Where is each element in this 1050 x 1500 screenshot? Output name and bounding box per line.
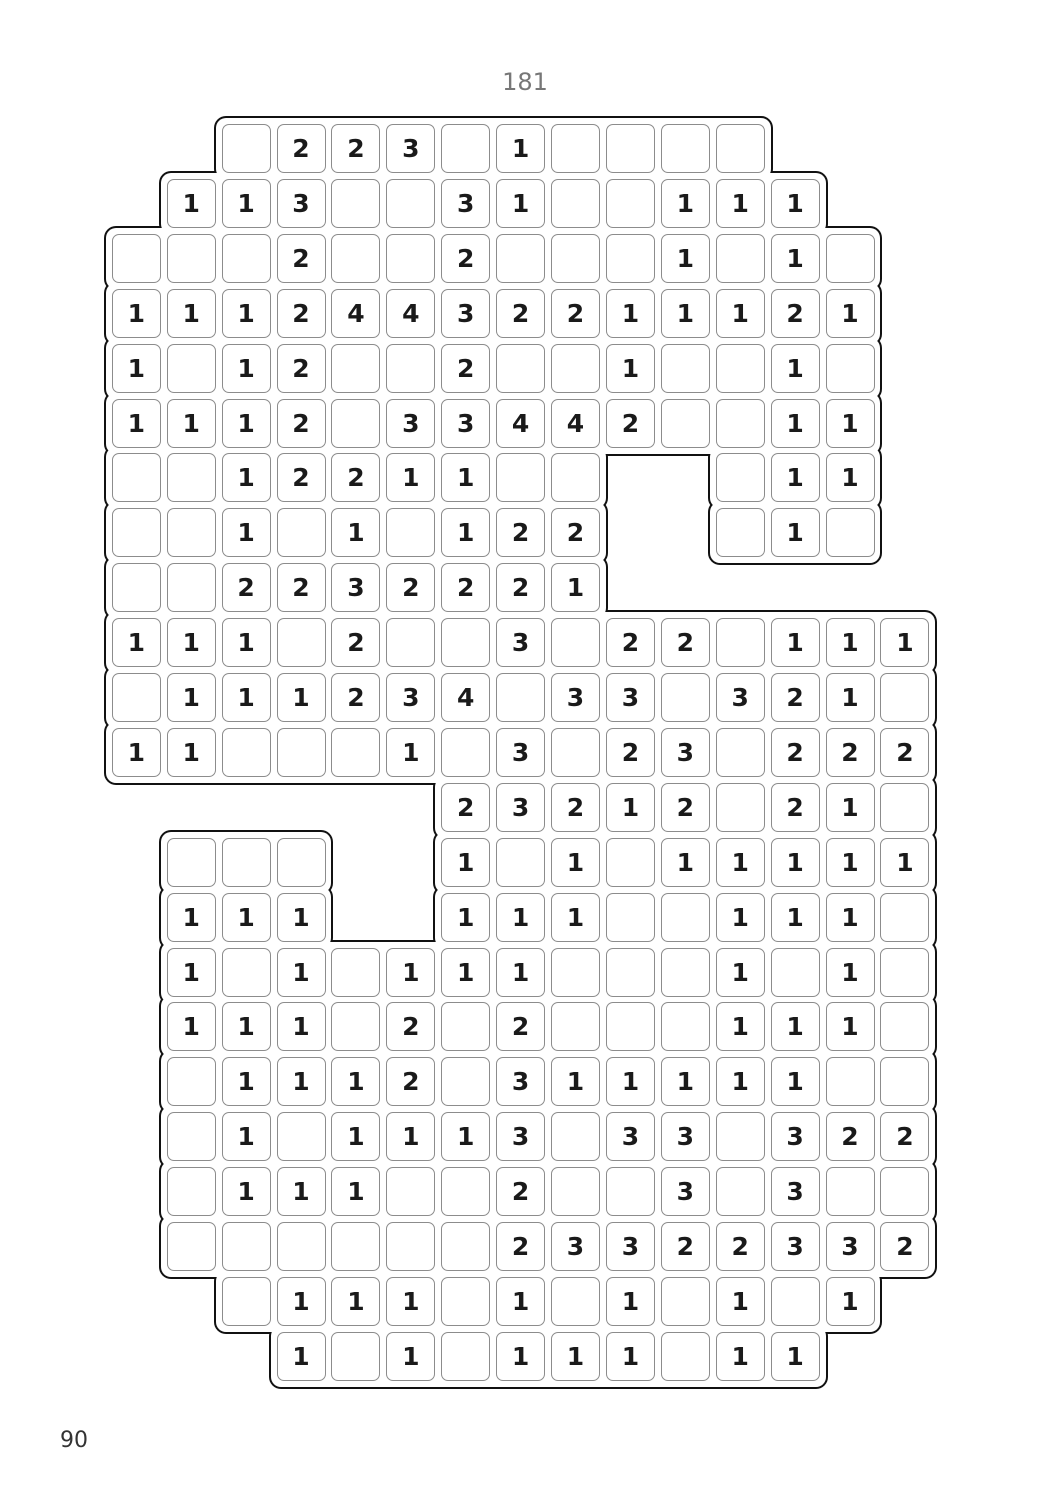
grid-cell[interactable]: 1: [826, 1002, 875, 1051]
grid-cell[interactable]: [606, 124, 655, 173]
grid-cell[interactable]: 2: [661, 783, 710, 832]
grid-cell[interactable]: 2: [771, 289, 820, 338]
grid-cell[interactable]: [496, 673, 545, 722]
grid-cell[interactable]: [331, 1002, 380, 1051]
grid-cell[interactable]: [441, 1277, 490, 1326]
grid-cell[interactable]: 2: [386, 1002, 435, 1051]
grid-cell[interactable]: 1: [496, 893, 545, 942]
grid-cell[interactable]: [496, 453, 545, 502]
grid-cell[interactable]: [331, 1332, 380, 1381]
grid-cell[interactable]: 1: [606, 783, 655, 832]
grid-cell[interactable]: 2: [331, 673, 380, 722]
grid-cell[interactable]: 1: [496, 124, 545, 173]
grid-cell[interactable]: 1: [826, 289, 875, 338]
grid-cell[interactable]: 1: [826, 618, 875, 667]
grid-cell[interactable]: 1: [167, 1002, 216, 1051]
grid-cell[interactable]: 4: [551, 399, 600, 448]
grid-cell[interactable]: 3: [826, 1222, 875, 1271]
grid-cell[interactable]: [826, 344, 875, 393]
grid-cell[interactable]: 1: [386, 453, 435, 502]
grid-cell[interactable]: [167, 344, 216, 393]
grid-cell[interactable]: 1: [716, 1332, 765, 1381]
grid-cell[interactable]: [716, 124, 765, 173]
grid-cell[interactable]: [826, 1057, 875, 1106]
grid-cell[interactable]: 1: [826, 948, 875, 997]
grid-cell[interactable]: [167, 1222, 216, 1271]
grid-cell[interactable]: 2: [496, 1002, 545, 1051]
grid-cell[interactable]: 3: [277, 179, 326, 228]
grid-cell[interactable]: 1: [661, 234, 710, 283]
grid-cell[interactable]: 1: [880, 618, 929, 667]
grid-cell[interactable]: 1: [826, 399, 875, 448]
grid-cell[interactable]: 1: [826, 453, 875, 502]
grid-cell[interactable]: 1: [277, 1167, 326, 1216]
grid-cell[interactable]: 1: [661, 289, 710, 338]
grid-cell[interactable]: [386, 508, 435, 557]
grid-cell[interactable]: 1: [441, 893, 490, 942]
grid-cell[interactable]: 3: [496, 618, 545, 667]
grid-cell[interactable]: 1: [606, 289, 655, 338]
grid-cell[interactable]: 1: [441, 838, 490, 887]
grid-cell[interactable]: 1: [222, 1002, 271, 1051]
grid-cell[interactable]: 1: [826, 893, 875, 942]
grid-cell[interactable]: [331, 234, 380, 283]
grid-cell[interactable]: [551, 728, 600, 777]
grid-cell[interactable]: 2: [331, 453, 380, 502]
grid-cell[interactable]: [167, 563, 216, 612]
grid-cell[interactable]: [716, 453, 765, 502]
grid-cell[interactable]: 1: [606, 1332, 655, 1381]
grid-cell[interactable]: 2: [496, 289, 545, 338]
grid-cell[interactable]: 2: [441, 344, 490, 393]
grid-cell[interactable]: [112, 234, 161, 283]
grid-cell[interactable]: [222, 1222, 271, 1271]
grid-cell[interactable]: 1: [606, 1057, 655, 1106]
grid-cell[interactable]: [496, 838, 545, 887]
grid-cell[interactable]: [606, 234, 655, 283]
grid-cell[interactable]: 1: [112, 728, 161, 777]
grid-cell[interactable]: [826, 234, 875, 283]
grid-cell[interactable]: 3: [441, 179, 490, 228]
grid-cell[interactable]: [167, 234, 216, 283]
grid-cell[interactable]: 3: [551, 673, 600, 722]
grid-cell[interactable]: 3: [551, 1222, 600, 1271]
grid-cell[interactable]: [551, 179, 600, 228]
grid-cell[interactable]: [716, 344, 765, 393]
grid-cell[interactable]: [551, 948, 600, 997]
grid-cell[interactable]: 2: [441, 234, 490, 283]
grid-cell[interactable]: [826, 508, 875, 557]
grid-cell[interactable]: [167, 1057, 216, 1106]
grid-cell[interactable]: 1: [222, 289, 271, 338]
grid-cell[interactable]: 1: [277, 948, 326, 997]
grid-cell[interactable]: [551, 618, 600, 667]
grid-cell[interactable]: 2: [606, 399, 655, 448]
grid-cell[interactable]: 4: [441, 673, 490, 722]
grid-cell[interactable]: 1: [826, 1277, 875, 1326]
grid-cell[interactable]: [441, 124, 490, 173]
grid-cell[interactable]: 2: [277, 453, 326, 502]
grid-cell[interactable]: 1: [222, 508, 271, 557]
grid-cell[interactable]: 1: [167, 618, 216, 667]
grid-cell[interactable]: 1: [716, 1002, 765, 1051]
grid-cell[interactable]: [551, 453, 600, 502]
grid-cell[interactable]: [716, 508, 765, 557]
grid-cell[interactable]: 2: [277, 289, 326, 338]
grid-cell[interactable]: 2: [880, 728, 929, 777]
grid-cell[interactable]: [661, 399, 710, 448]
grid-cell[interactable]: 1: [771, 399, 820, 448]
grid-cell[interactable]: [716, 783, 765, 832]
grid-cell[interactable]: 1: [716, 1057, 765, 1106]
grid-cell[interactable]: [331, 344, 380, 393]
grid-cell[interactable]: 2: [222, 563, 271, 612]
grid-cell[interactable]: 1: [167, 179, 216, 228]
grid-cell[interactable]: 3: [606, 1222, 655, 1271]
grid-cell[interactable]: 4: [496, 399, 545, 448]
grid-cell[interactable]: 2: [441, 563, 490, 612]
grid-cell[interactable]: 2: [496, 508, 545, 557]
grid-cell[interactable]: 1: [826, 838, 875, 887]
grid-cell[interactable]: 2: [716, 1222, 765, 1271]
grid-cell[interactable]: 1: [606, 344, 655, 393]
grid-cell[interactable]: 1: [551, 838, 600, 887]
grid-cell[interactable]: [386, 1167, 435, 1216]
grid-cell[interactable]: 2: [880, 1222, 929, 1271]
grid-cell[interactable]: 1: [222, 1167, 271, 1216]
grid-cell[interactable]: [167, 508, 216, 557]
grid-cell[interactable]: 3: [661, 1112, 710, 1161]
grid-cell[interactable]: [826, 1167, 875, 1216]
grid-cell[interactable]: [551, 1002, 600, 1051]
grid-cell[interactable]: 1: [112, 289, 161, 338]
grid-cell[interactable]: 1: [661, 179, 710, 228]
grid-cell[interactable]: [277, 1112, 326, 1161]
grid-cell[interactable]: 1: [551, 893, 600, 942]
grid-cell[interactable]: [551, 1277, 600, 1326]
grid-cell[interactable]: [386, 179, 435, 228]
grid-cell[interactable]: 1: [606, 1277, 655, 1326]
grid-cell[interactable]: 1: [496, 179, 545, 228]
grid-cell[interactable]: [716, 234, 765, 283]
grid-cell[interactable]: 2: [661, 1222, 710, 1271]
grid-cell[interactable]: 1: [551, 1057, 600, 1106]
grid-cell[interactable]: [716, 1112, 765, 1161]
grid-cell[interactable]: 3: [441, 399, 490, 448]
grid-cell[interactable]: [222, 838, 271, 887]
grid-cell[interactable]: [661, 948, 710, 997]
grid-cell[interactable]: [661, 1332, 710, 1381]
grid-cell[interactable]: 2: [771, 783, 820, 832]
grid-cell[interactable]: 1: [222, 1112, 271, 1161]
grid-cell[interactable]: [661, 1002, 710, 1051]
grid-cell[interactable]: 1: [771, 1002, 820, 1051]
grid-cell[interactable]: 1: [331, 508, 380, 557]
grid-cell[interactable]: [551, 344, 600, 393]
grid-cell[interactable]: [331, 728, 380, 777]
grid-cell[interactable]: [222, 1277, 271, 1326]
grid-cell[interactable]: [167, 1112, 216, 1161]
grid-cell[interactable]: [771, 1277, 820, 1326]
grid-cell[interactable]: 1: [167, 893, 216, 942]
grid-cell[interactable]: [496, 234, 545, 283]
page-number: 90: [60, 1428, 88, 1453]
grid-cell[interactable]: 1: [716, 289, 765, 338]
grid-cell[interactable]: 1: [771, 618, 820, 667]
grid-cell[interactable]: [112, 453, 161, 502]
grid-cell[interactable]: 3: [496, 1057, 545, 1106]
grid-cell[interactable]: 1: [441, 1112, 490, 1161]
grid-cell[interactable]: 1: [112, 618, 161, 667]
grid-cell[interactable]: 1: [222, 179, 271, 228]
grid-cell[interactable]: 1: [331, 1277, 380, 1326]
grid-cell[interactable]: [277, 728, 326, 777]
grid-cell[interactable]: 3: [331, 563, 380, 612]
grid-cell[interactable]: 1: [386, 728, 435, 777]
grid-cell[interactable]: 1: [386, 1277, 435, 1326]
grid-cell[interactable]: [606, 838, 655, 887]
grid-cell[interactable]: [880, 1002, 929, 1051]
grid-cell[interactable]: 1: [771, 838, 820, 887]
grid-cell[interactable]: 1: [222, 1057, 271, 1106]
grid-cell[interactable]: 2: [277, 399, 326, 448]
grid-cell[interactable]: 1: [277, 673, 326, 722]
grid-cell[interactable]: 1: [331, 1057, 380, 1106]
grid-cell[interactable]: 2: [771, 728, 820, 777]
grid-cell[interactable]: 1: [826, 673, 875, 722]
grid-cell[interactable]: [222, 124, 271, 173]
grid-cell[interactable]: 1: [277, 1277, 326, 1326]
grid-cell[interactable]: 3: [441, 289, 490, 338]
grid-cell[interactable]: [441, 618, 490, 667]
grid-cell[interactable]: 3: [496, 728, 545, 777]
grid-cell[interactable]: 1: [496, 1277, 545, 1326]
grid-cell[interactable]: 2: [277, 563, 326, 612]
grid-cell[interactable]: [222, 728, 271, 777]
grid-cell[interactable]: 1: [441, 453, 490, 502]
grid-cell[interactable]: 1: [716, 179, 765, 228]
grid-cell[interactable]: [661, 344, 710, 393]
grid-cell[interactable]: 1: [880, 838, 929, 887]
grid-cell[interactable]: 1: [167, 399, 216, 448]
grid-cell[interactable]: [606, 948, 655, 997]
grid-cell[interactable]: 2: [386, 1057, 435, 1106]
grid-cell[interactable]: [277, 508, 326, 557]
grid-cell[interactable]: 3: [771, 1112, 820, 1161]
grid-cell[interactable]: 3: [386, 124, 435, 173]
grid-cell[interactable]: [331, 948, 380, 997]
grid-cell[interactable]: 1: [167, 673, 216, 722]
grid-cell[interactable]: [112, 563, 161, 612]
grid-cell[interactable]: [496, 344, 545, 393]
grid-cell[interactable]: 1: [386, 1112, 435, 1161]
grid-cell[interactable]: [606, 1167, 655, 1216]
grid-cell[interactable]: 1: [551, 563, 600, 612]
grid-cell[interactable]: [716, 1167, 765, 1216]
grid-cell[interactable]: 2: [496, 1167, 545, 1216]
grid-cell[interactable]: 1: [222, 673, 271, 722]
grid-cell[interactable]: 3: [716, 673, 765, 722]
grid-cell[interactable]: 1: [441, 948, 490, 997]
grid-cell[interactable]: 2: [551, 289, 600, 338]
grid-cell[interactable]: 1: [112, 344, 161, 393]
grid-cell[interactable]: 1: [771, 453, 820, 502]
grid-cell[interactable]: 1: [441, 508, 490, 557]
grid-cell[interactable]: 1: [771, 508, 820, 557]
grid-cell[interactable]: [551, 234, 600, 283]
grid-cell[interactable]: 1: [771, 1332, 820, 1381]
grid-cell[interactable]: 1: [496, 948, 545, 997]
grid-cell[interactable]: 3: [771, 1167, 820, 1216]
grid-cell[interactable]: 1: [386, 948, 435, 997]
grid-cell[interactable]: 1: [277, 1057, 326, 1106]
grid-cell[interactable]: 2: [277, 234, 326, 283]
grid-cell[interactable]: 3: [771, 1222, 820, 1271]
grid-cell[interactable]: [222, 234, 271, 283]
grid-cell[interactable]: 3: [386, 673, 435, 722]
grid-cell[interactable]: 1: [167, 948, 216, 997]
grid-cell[interactable]: 3: [606, 1112, 655, 1161]
grid-cell[interactable]: [606, 893, 655, 942]
grid-cell[interactable]: 3: [661, 728, 710, 777]
grid-cell[interactable]: 1: [277, 1002, 326, 1051]
grid-cell[interactable]: 1: [771, 234, 820, 283]
grid-cell[interactable]: 2: [551, 783, 600, 832]
grid-cell[interactable]: [167, 838, 216, 887]
grid-cell[interactable]: 2: [771, 673, 820, 722]
grid-cell[interactable]: [771, 948, 820, 997]
grid-cell[interactable]: 1: [167, 289, 216, 338]
grid-cell[interactable]: 3: [661, 1167, 710, 1216]
grid-cell[interactable]: 4: [386, 289, 435, 338]
grid-cell[interactable]: 2: [551, 508, 600, 557]
grid-cell[interactable]: [331, 399, 380, 448]
grid-cell[interactable]: [441, 1057, 490, 1106]
grid-cell[interactable]: [386, 1222, 435, 1271]
grid-cell[interactable]: [551, 1167, 600, 1216]
grid-cell[interactable]: 2: [496, 1222, 545, 1271]
grid-cell[interactable]: 2: [880, 1112, 929, 1161]
grid-cell[interactable]: 1: [716, 1277, 765, 1326]
grid-cell[interactable]: 2: [496, 563, 545, 612]
grid-cell[interactable]: [277, 838, 326, 887]
grid-cell[interactable]: [331, 179, 380, 228]
grid-cell[interactable]: 1: [277, 1332, 326, 1381]
grid-cell[interactable]: 2: [606, 618, 655, 667]
grid-cell[interactable]: 1: [551, 1332, 600, 1381]
grid-cell[interactable]: [331, 1222, 380, 1271]
grid-cell[interactable]: 1: [716, 893, 765, 942]
grid-cell[interactable]: [112, 673, 161, 722]
grid-cell[interactable]: 1: [716, 838, 765, 887]
grid-cell[interactable]: [551, 124, 600, 173]
grid-cell[interactable]: 1: [222, 893, 271, 942]
grid-cell[interactable]: [661, 1277, 710, 1326]
grid-cell[interactable]: 2: [331, 618, 380, 667]
grid-cell[interactable]: 2: [441, 783, 490, 832]
grid-cell[interactable]: [661, 893, 710, 942]
grid-cell[interactable]: 1: [222, 618, 271, 667]
grid-cell[interactable]: [167, 1167, 216, 1216]
grid-cell[interactable]: [441, 728, 490, 777]
grid-cell[interactable]: 1: [222, 453, 271, 502]
grid-cell[interactable]: 1: [771, 893, 820, 942]
puzzle-number: 181: [502, 68, 548, 96]
grid-cell[interactable]: 3: [496, 1112, 545, 1161]
grid-cell[interactable]: [716, 618, 765, 667]
grid-cell[interactable]: 1: [826, 783, 875, 832]
grid-cell[interactable]: 1: [771, 1057, 820, 1106]
grid-cell[interactable]: 2: [331, 124, 380, 173]
grid-cell[interactable]: 1: [386, 1332, 435, 1381]
grid-cell[interactable]: 2: [606, 728, 655, 777]
grid-cell[interactable]: [386, 618, 435, 667]
grid-cell[interactable]: [880, 673, 929, 722]
grid-cell[interactable]: [386, 234, 435, 283]
grid-cell[interactable]: 4: [331, 289, 380, 338]
grid-cell[interactable]: [606, 179, 655, 228]
grid-cell[interactable]: [441, 1332, 490, 1381]
grid-cell[interactable]: 2: [386, 563, 435, 612]
grid-cell[interactable]: [277, 1222, 326, 1271]
grid-cell[interactable]: 1: [112, 399, 161, 448]
grid-cell[interactable]: [716, 399, 765, 448]
grid-cell[interactable]: 1: [661, 1057, 710, 1106]
grid-cell[interactable]: [606, 1002, 655, 1051]
grid-cell[interactable]: 1: [222, 344, 271, 393]
grid-cell[interactable]: 2: [826, 1112, 875, 1161]
grid-cell[interactable]: [112, 508, 161, 557]
grid-cell[interactable]: 3: [496, 783, 545, 832]
grid-cell[interactable]: 3: [386, 399, 435, 448]
grid-cell[interactable]: [441, 1222, 490, 1271]
grid-cell[interactable]: 2: [277, 124, 326, 173]
grid-cell[interactable]: [661, 124, 710, 173]
grid-cell[interactable]: 3: [606, 673, 655, 722]
grid-cell[interactable]: 2: [277, 344, 326, 393]
grid-cell[interactable]: 1: [716, 948, 765, 997]
grid-cell[interactable]: [880, 783, 929, 832]
grid-cell[interactable]: [716, 728, 765, 777]
grid-cell[interactable]: 1: [771, 179, 820, 228]
grid-cell[interactable]: [277, 618, 326, 667]
grid-cell[interactable]: [880, 948, 929, 997]
grid-cell[interactable]: 1: [222, 399, 271, 448]
grid-cell[interactable]: [386, 344, 435, 393]
grid-cell[interactable]: [167, 453, 216, 502]
grid-cell[interactable]: 1: [661, 838, 710, 887]
grid-cell[interactable]: 1: [771, 344, 820, 393]
grid-cell[interactable]: [441, 1002, 490, 1051]
grid-cell[interactable]: [551, 1112, 600, 1161]
grid-cell[interactable]: [880, 1057, 929, 1106]
grid-cell[interactable]: [222, 948, 271, 997]
grid-cell[interactable]: [441, 1167, 490, 1216]
grid-cell[interactable]: [661, 673, 710, 722]
grid-cell[interactable]: [880, 1167, 929, 1216]
grid-cell[interactable]: 2: [661, 618, 710, 667]
grid-cell[interactable]: 1: [331, 1167, 380, 1216]
grid-cell[interactable]: 1: [331, 1112, 380, 1161]
grid-cell[interactable]: 2: [826, 728, 875, 777]
grid-cell[interactable]: 1: [277, 893, 326, 942]
grid-cell[interactable]: [880, 893, 929, 942]
grid-cell[interactable]: 1: [496, 1332, 545, 1381]
grid-cell[interactable]: 1: [167, 728, 216, 777]
